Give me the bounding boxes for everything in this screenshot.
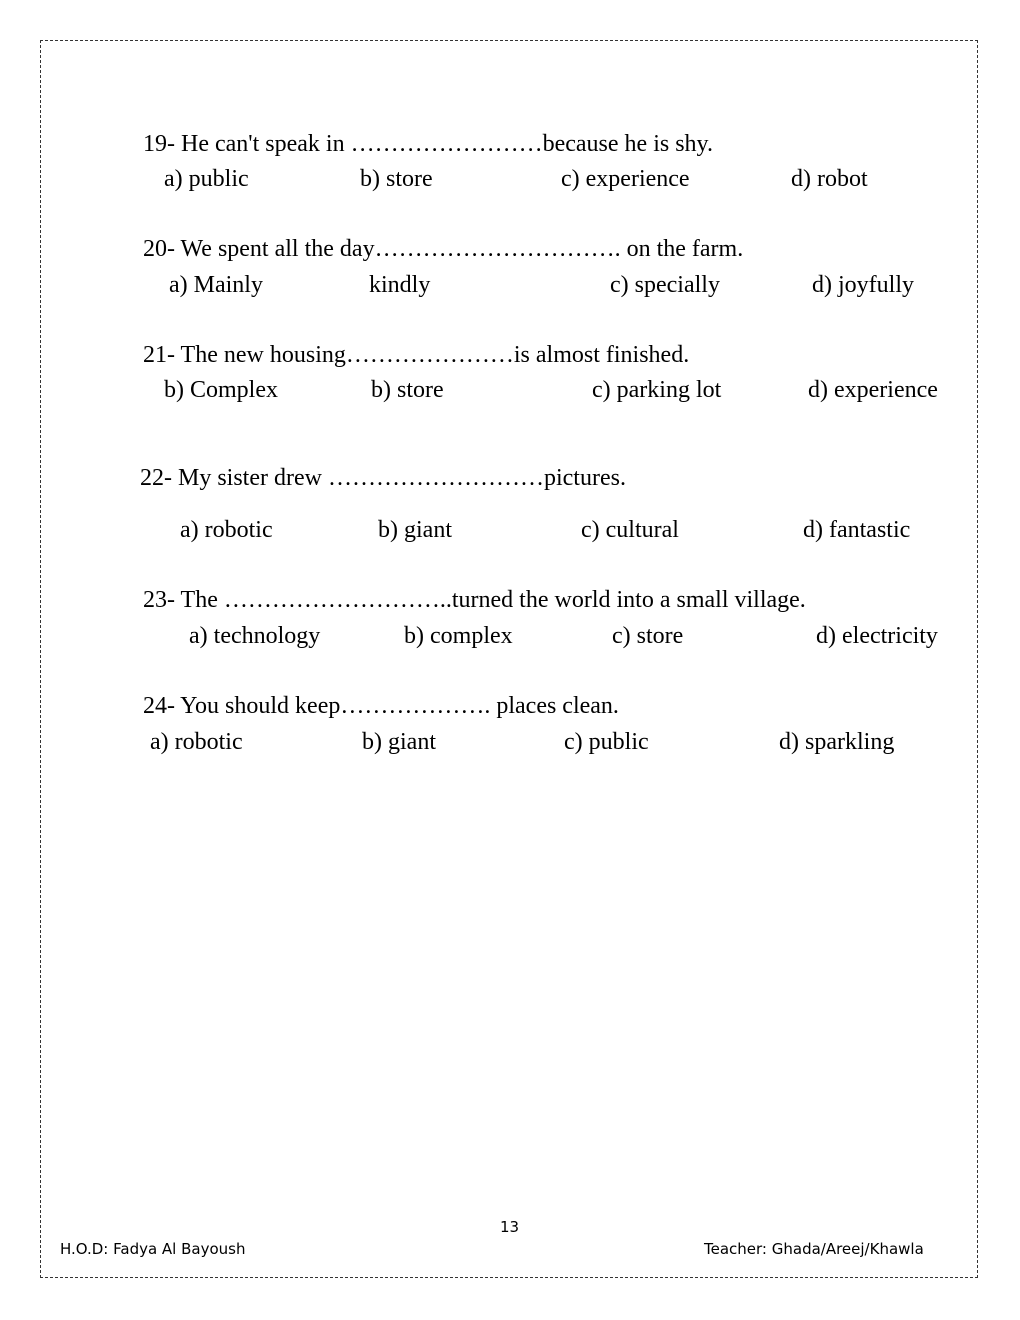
option-24-b: b) giant — [362, 729, 436, 755]
option-19-a: a) public — [164, 166, 249, 192]
option-22-d: d) fantastic — [803, 517, 911, 543]
option-22-a: a) robotic — [180, 517, 273, 543]
option-20-b: kindly — [369, 272, 431, 298]
question-24: 24- You should keep………………. places clean. — [143, 693, 619, 719]
option-21-b: b) store — [371, 377, 444, 403]
option-19-c: c) experience — [561, 166, 690, 192]
question-21: 21- The new housing…………………is almost finished. — [143, 342, 690, 368]
option-23-b: b) complex — [404, 623, 513, 649]
option-19-d: d) robot — [791, 166, 868, 192]
option-22-c: c) cultural — [581, 517, 679, 543]
option-23-c: c) store — [612, 623, 684, 649]
option-21-c: c) parking lot — [592, 377, 722, 403]
option-23-a: a) technology — [189, 623, 321, 649]
option-24-d: d) sparkling — [779, 729, 895, 755]
question-19: 19- He can't speak in ……………………because he is shy. — [143, 131, 713, 157]
page-number: 13 — [500, 1218, 520, 1236]
option-20-a: a) Mainly — [169, 272, 263, 298]
option-20-c: c) specially — [610, 272, 720, 298]
option-20-d: d) joyfully — [812, 272, 914, 298]
question-23: 23- The ………………………..turned the world into a small village. — [143, 587, 806, 613]
option-21-a: b) Complex — [164, 377, 278, 403]
option-24-c: c) public — [564, 729, 649, 755]
option-23-d: d) electricity — [816, 623, 938, 649]
question-20: 20- We spent all the day…………………………. on the farm. — [143, 236, 744, 262]
option-19-b: b) store — [360, 166, 433, 192]
option-21-d: d) experience — [808, 377, 938, 403]
page-border — [40, 40, 978, 1278]
hod-name: H.O.D: Fadya Al Bayoush — [60, 1240, 246, 1258]
option-22-b: b) giant — [378, 517, 452, 543]
option-24-a: a) robotic — [150, 729, 243, 755]
teacher-names: Teacher: Ghada/Areej/Khawla — [704, 1240, 924, 1258]
question-22: 22- My sister drew ………………………pictures. — [140, 465, 626, 491]
